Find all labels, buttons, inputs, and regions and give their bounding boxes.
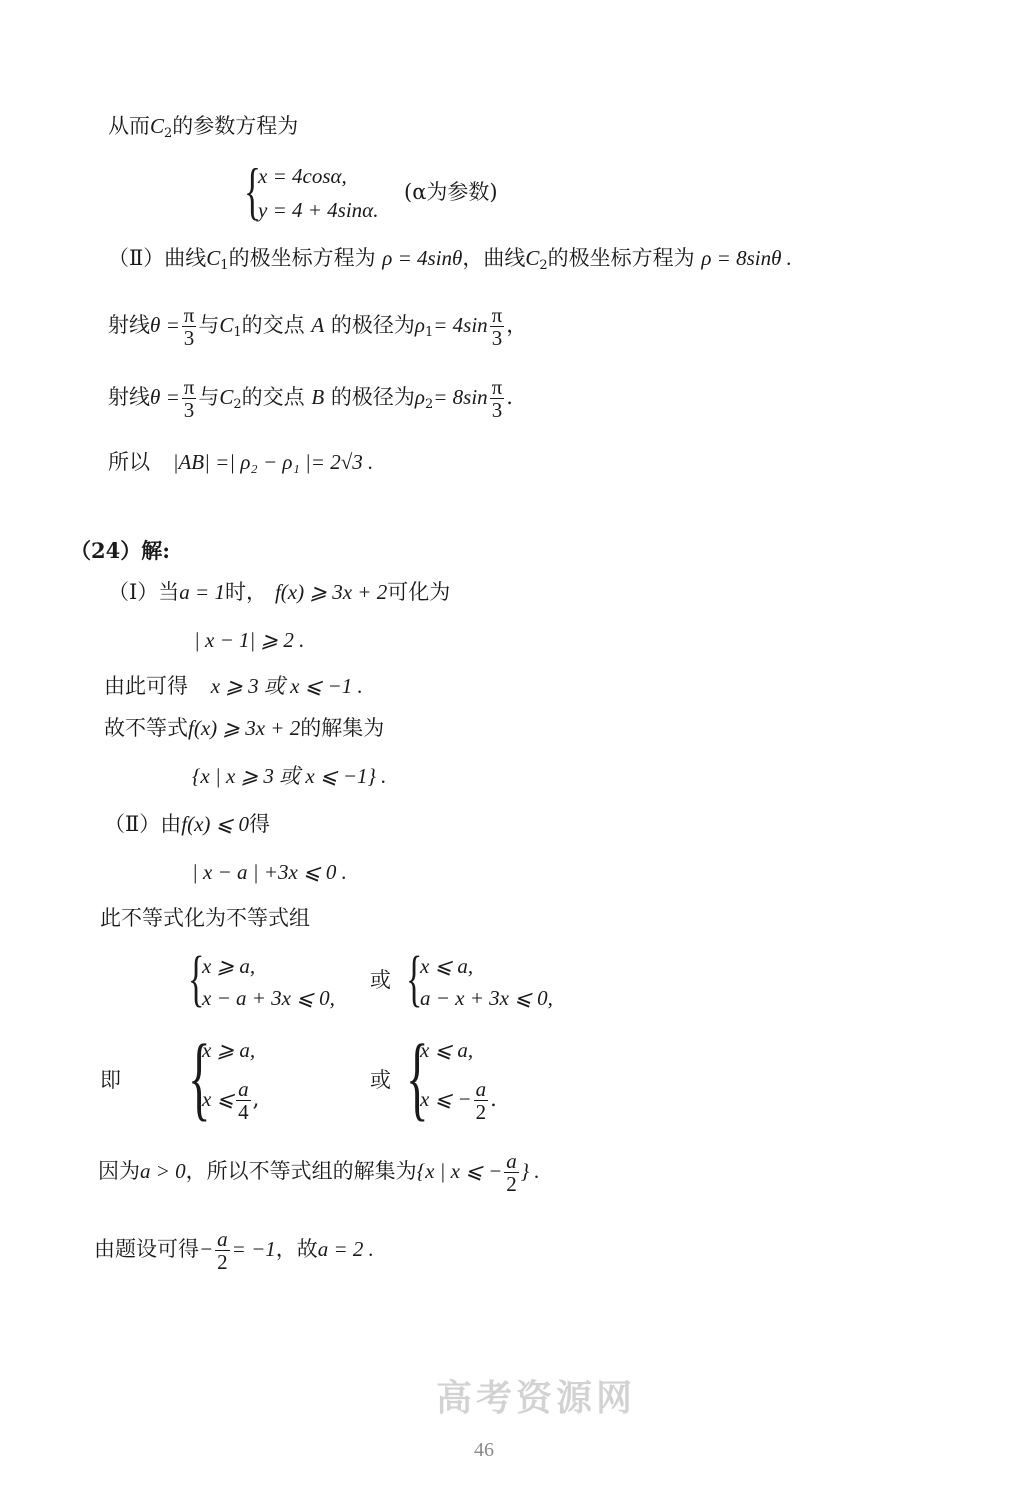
equation: ρ = 4sinθ (382, 246, 463, 270)
left-brace: { (188, 1026, 211, 1130)
text: 射线 (108, 313, 150, 338)
equation: = 8sin (433, 385, 488, 410)
numerator: a (238, 1077, 249, 1101)
equation: ρ = 8sinθ . (701, 246, 792, 270)
system-row-2: y = 4 + 4sinα. (258, 198, 379, 222)
fraction (236, 1078, 251, 1123)
line-solution-intro (104, 718, 384, 739)
line-ab-length (108, 452, 373, 473)
left-brace: { (406, 1026, 429, 1130)
text: （Ⅱ）由 (104, 812, 182, 836)
left-brace: { (406, 945, 423, 1013)
text: 由题设可得 (94, 1237, 199, 1262)
subscript: 2 (539, 258, 548, 273)
line-ray-a (108, 304, 527, 349)
inequality: f(x) ⩾ 3x + 2 (274, 580, 388, 604)
numerator: π (491, 303, 503, 327)
numerator: a (506, 1149, 517, 1173)
text: , (252, 1087, 260, 1112)
text: 的交点 (241, 313, 305, 338)
numerator: π (183, 303, 195, 327)
text: 的极径为 (330, 385, 415, 410)
line-part2-intro (104, 814, 270, 835)
system-row-1: x ⩾ a, (202, 1038, 256, 1062)
text: 的参数方程为 (172, 114, 299, 138)
line-polar-equations (108, 248, 792, 272)
page-number: 46 (474, 1439, 494, 1461)
symbol-c1: C (206, 246, 221, 270)
text: 得 (249, 812, 271, 836)
equation: = 4sin (433, 313, 488, 338)
equation: = −1 (231, 1237, 276, 1262)
symbol-rho: ρ (414, 385, 425, 410)
subscript: 2 (164, 126, 173, 141)
denominator: 4 (238, 1100, 249, 1125)
line-abs-ineq-2: | x − a | +3x ⩽ 0 . (192, 860, 347, 884)
text: （Ⅰ）当 (108, 580, 180, 604)
text: 射线 (108, 385, 150, 410)
parameter-note: (α为参数) (404, 180, 498, 204)
numerator: π (491, 375, 503, 399)
text: 时， (224, 580, 267, 604)
result: a = 2 . (317, 1237, 374, 1262)
fraction (474, 1078, 489, 1123)
subscript: 1 (220, 258, 229, 273)
point-label: B (311, 385, 325, 410)
solution-set: {x | x ⩽ − (416, 1159, 503, 1184)
text: ，曲线 (462, 246, 526, 270)
system-row-2: x − a + 3x ⩽ 0, (202, 986, 335, 1010)
fraction (215, 1228, 230, 1273)
denominator: 3 (491, 326, 503, 351)
text: 与 (198, 313, 220, 338)
point-label: A (311, 313, 325, 338)
system-case-1 (188, 945, 358, 1014)
line-part1-intro (108, 582, 450, 603)
text: . (490, 1087, 497, 1112)
system-row-1: x ⩽ a, (420, 954, 474, 978)
system-row-2: a − x + 3x ⩽ 0, (420, 986, 553, 1010)
text: 从而 (108, 114, 150, 138)
system-row-1: x ⩾ a, (202, 954, 256, 978)
line-ray-b (108, 376, 513, 421)
system-row-1: x = 4cosα, (258, 164, 347, 188)
text: 的极坐标方程为 (547, 246, 695, 270)
symbol-c2: C (525, 246, 540, 270)
text: } . (520, 1159, 540, 1184)
text: 故不等式 (104, 716, 188, 740)
numerator: a (217, 1227, 228, 1251)
subscript: 1 (233, 325, 242, 341)
fraction (182, 304, 197, 349)
inequality: x ⩾ 3 或 x ⩽ −1 . (210, 674, 363, 698)
problem-24-header: （24）解: (70, 538, 170, 563)
text: 由此可得 (104, 674, 188, 698)
system-case-2 (406, 945, 576, 1014)
denominator: 2 (506, 1172, 517, 1197)
inequality: f(x) ⩽ 0 (181, 812, 250, 836)
text: 可化为 (387, 580, 451, 604)
text: . (506, 385, 513, 410)
denominator: 2 (475, 1100, 487, 1125)
symbol-c1: C (219, 313, 234, 338)
inequality: x ⩽ − (420, 1087, 472, 1112)
text: ， (506, 313, 528, 338)
system-row-2 (202, 1078, 259, 1123)
inequality: f(x) ⩾ 3x + 2 (188, 716, 301, 740)
denominator: 3 (491, 398, 503, 423)
equation: |AB| =| ρ₂ − ρ₁ |= 2√3 . (172, 450, 374, 474)
namely-label: 即 (100, 1068, 121, 1092)
line-convert: 此不等式化为不等式组 (100, 906, 310, 930)
system-case-1-simplified (188, 1026, 358, 1130)
inequality: x ⩽ (202, 1087, 235, 1112)
text: 的极径为 (330, 313, 415, 338)
symbol-c2: C (219, 385, 234, 410)
text: 与 (198, 385, 220, 410)
system-case-2-simplified (406, 1026, 576, 1130)
inequality: a > 0 (140, 1159, 186, 1184)
line-abs-ineq: | x − 1| ⩾ 2 . (194, 628, 305, 652)
denominator: 3 (183, 398, 195, 423)
or-label: 或 (370, 968, 391, 992)
parametric-system (244, 155, 544, 230)
system-row-2 (420, 1078, 497, 1123)
minus-sign: − (199, 1237, 214, 1262)
subscript: 2 (233, 397, 242, 413)
denominator: 2 (217, 1250, 228, 1275)
text: （Ⅱ）曲线 (108, 246, 207, 270)
left-brace: { (188, 945, 205, 1013)
text: 的极坐标方程为 (228, 246, 376, 270)
text: ，故 (275, 1237, 318, 1262)
fraction (504, 1150, 519, 1195)
fraction (490, 304, 505, 349)
subscript: 2 (424, 397, 434, 413)
line-solution-set: {x | x ⩾ 3 或 x ⩽ −1} . (192, 764, 387, 788)
line-c2-parametric-intro (108, 116, 298, 140)
line-derive (104, 676, 363, 697)
left-brace: { (244, 155, 261, 226)
numerator: a (475, 1077, 487, 1101)
text: 的交点 (241, 385, 305, 410)
fraction (490, 376, 505, 421)
denominator: 3 (183, 326, 195, 351)
text: 所以 (108, 450, 150, 474)
fraction (182, 376, 197, 421)
equation: a = 1 (179, 580, 225, 604)
line-conclusion (94, 1228, 374, 1273)
text: 的解集为 (300, 716, 385, 740)
symbol-rho: ρ (414, 313, 425, 338)
subscript: 1 (424, 325, 434, 341)
or-label: 或 (370, 1068, 391, 1092)
watermark-logo: 高考资源网 (436, 1377, 637, 1419)
text: 因为 (98, 1159, 140, 1184)
numerator: π (183, 375, 195, 399)
line-since-a-positive (98, 1150, 540, 1195)
system-row-1: x ⩽ a, (420, 1038, 474, 1062)
equation: θ = (150, 385, 180, 410)
symbol-c: C (150, 114, 165, 138)
equation: θ = (150, 313, 180, 338)
text: ，所以不等式组的解集为 (185, 1159, 417, 1184)
